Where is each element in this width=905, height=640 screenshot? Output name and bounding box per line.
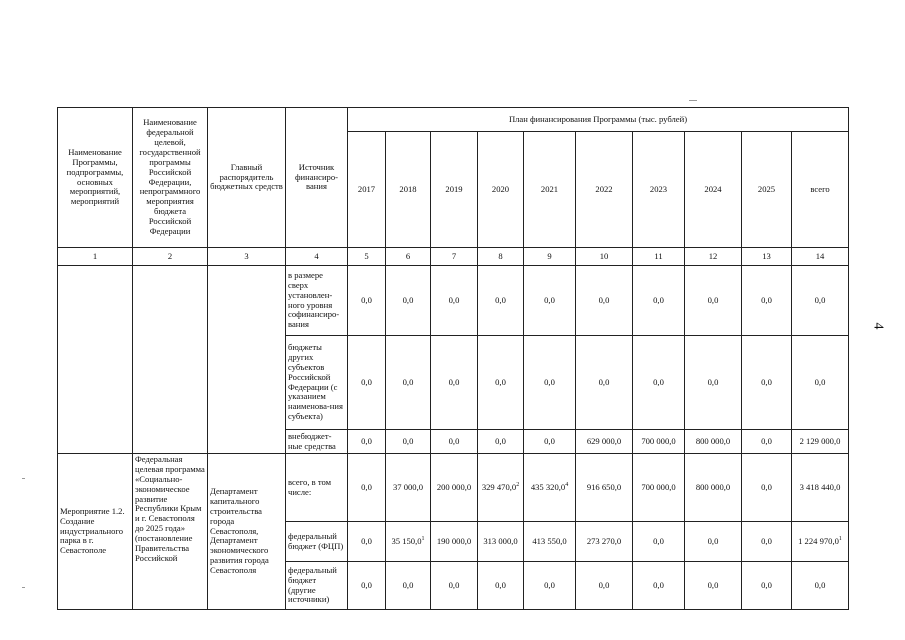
empty-cell — [133, 266, 208, 454]
footnote-marker: 1 — [421, 536, 425, 543]
value-cell: 0,0 — [685, 336, 742, 430]
header-year: 2024 — [685, 132, 742, 248]
value-cell: 0,0 — [685, 522, 742, 562]
header-federal-program: Наименование федеральной целевой, государственной программы Российской Федерации, непрограммного мероприятия бюджета Российской Федерации — [133, 108, 208, 248]
header-program-name: Наименование Программы, подпрограммы, основных мероприятий, мероприятий — [58, 108, 133, 248]
value-cell: 0,0 — [633, 562, 685, 610]
header-year: 2025 — [742, 132, 792, 248]
funding-source-cell: бюджеты других субъектов Российской Федерации (с указанием наименова-ния субъекта) — [286, 336, 348, 430]
value-cell: 435 320,0$^4$ — [524, 454, 576, 522]
value-cell: 0,0 — [386, 266, 431, 336]
column-number: 6 — [386, 248, 431, 266]
scan-mark — [22, 478, 25, 479]
column-number: 9 — [524, 248, 576, 266]
budget-manager-cell: Департамент капитального строительства города Севастополя, Департамент экономического развития города Севастополя — [208, 454, 286, 610]
value-cell: 0,0 — [633, 522, 685, 562]
financing-table-container — [57, 107, 848, 613]
value-cell: 3 418 440,0 — [792, 454, 849, 522]
value-cell: 273 270,0 — [576, 522, 633, 562]
page-number: 4 — [870, 322, 886, 330]
value-cell: 0,0 — [576, 562, 633, 610]
table-row — [58, 454, 849, 522]
footnote-marker: 2 — [516, 482, 520, 489]
header-year: 2023 — [633, 132, 685, 248]
value-cell: 0,0 — [348, 522, 386, 562]
value-cell: 2 129 000,0 — [792, 430, 849, 454]
value-cell: 629 000,0 — [576, 430, 633, 454]
value-cell: 0,0 — [742, 336, 792, 430]
value-cell: 0,0 — [524, 430, 576, 454]
value-cell: 0,0 — [348, 266, 386, 336]
value-cell: 0,0 — [431, 336, 478, 430]
header-year: всего — [792, 132, 849, 248]
value-cell: 329 470,0$^2$ — [478, 454, 524, 522]
value-cell: 0,0 — [478, 336, 524, 430]
value-cell: 0,0 — [742, 522, 792, 562]
value-cell: 0,0 — [348, 430, 386, 454]
column-number: 3 — [208, 248, 286, 266]
value-cell: 0,0 — [386, 430, 431, 454]
value-cell: 1 224 970,0$^1$ — [792, 522, 849, 562]
header-year: 2019 — [431, 132, 478, 248]
header-year: 2022 — [576, 132, 633, 248]
value-cell: 0,0 — [386, 562, 431, 610]
column-number: 7 — [431, 248, 478, 266]
value-cell: 916 650,0 — [576, 454, 633, 522]
funding-source-cell: внебюджет-ные средства — [286, 430, 348, 454]
value-cell: 700 000,0 — [633, 430, 685, 454]
value-cell: 800 000,0 — [685, 454, 742, 522]
funding-source-cell: в размере сверх установлен-ного уровня софинансиро-вания — [286, 266, 348, 336]
value-cell: 0,0 — [792, 336, 849, 430]
value-cell: 0,0 — [478, 266, 524, 336]
value-cell: 700 000,0 — [633, 454, 685, 522]
value-cell: 35 150,0$^1$ — [386, 522, 431, 562]
value-cell: 200 000,0 — [431, 454, 478, 522]
value-cell: 800 000,0 — [685, 430, 742, 454]
column-number: 14 — [792, 248, 849, 266]
measure-name-cell: Мероприятие 1.2. Создание индустриального парка в г. Севастополе — [58, 454, 133, 610]
value-cell: 0,0 — [478, 430, 524, 454]
value-cell: 0,0 — [478, 562, 524, 610]
funding-source-cell: федеральный бюджет (другие источники) — [286, 562, 348, 610]
value-cell: 0,0 — [685, 562, 742, 610]
value-cell: 0,0 — [386, 336, 431, 430]
value-cell: 0,0 — [742, 454, 792, 522]
header-year: 2021 — [524, 132, 576, 248]
value-cell: 0,0 — [742, 266, 792, 336]
value-cell: 413 550,0 — [524, 522, 576, 562]
header-year: 2017 — [348, 132, 386, 248]
footnote-marker: 1 — [838, 536, 842, 543]
empty-cell — [58, 266, 133, 454]
header-year: 2020 — [478, 132, 524, 248]
federal-program-cell: Федеральная целевая программа «Социально-экономическое развитие Республики Крым и г. Севастополя до 2025 года» (постановление Правительства Российской — [133, 454, 208, 610]
value-cell: 0,0 — [576, 336, 633, 430]
scan-mark — [689, 100, 697, 101]
financing-table — [57, 107, 849, 610]
funding-source-cell: всего, в том числе: — [286, 454, 348, 522]
value-cell: 0,0 — [633, 336, 685, 430]
column-number: 1 — [58, 248, 133, 266]
value-cell: 313 000,0 — [478, 522, 524, 562]
value-cell: 0,0 — [348, 562, 386, 610]
value-cell: 0,0 — [524, 562, 576, 610]
column-number: 8 — [478, 248, 524, 266]
column-number: 5 — [348, 248, 386, 266]
value-cell: 0,0 — [685, 266, 742, 336]
value-cell: 0,0 — [348, 454, 386, 522]
scan-mark — [22, 587, 25, 588]
value-cell: 0,0 — [576, 266, 633, 336]
header-year: 2018 — [386, 132, 431, 248]
column-number: 11 — [633, 248, 685, 266]
column-number: 13 — [742, 248, 792, 266]
footnote-marker: 4 — [565, 482, 569, 489]
header-funding-source: Источник финансиро-вания — [286, 108, 348, 248]
column-number: 4 — [286, 248, 348, 266]
value-cell: 0,0 — [524, 266, 576, 336]
value-cell: 0,0 — [524, 336, 576, 430]
value-cell: 0,0 — [742, 562, 792, 610]
table-row — [58, 266, 849, 336]
value-cell: 0,0 — [431, 266, 478, 336]
value-cell: 0,0 — [348, 336, 386, 430]
value-cell: 0,0 — [742, 430, 792, 454]
value-cell: 190 000,0 — [431, 522, 478, 562]
value-cell: 0,0 — [792, 266, 849, 336]
column-number: 2 — [133, 248, 208, 266]
empty-cell — [208, 266, 286, 454]
value-cell: 0,0 — [431, 430, 478, 454]
funding-source-cell: федеральный бюджет (ФЦП) — [286, 522, 348, 562]
value-cell: 0,0 — [792, 562, 849, 610]
header-financing-plan: План финансирования Программы (тыс. рублей) — [348, 108, 849, 132]
column-number: 12 — [685, 248, 742, 266]
column-number: 10 — [576, 248, 633, 266]
header-budget-manager: Главный распорядитель бюджетных средств — [208, 108, 286, 248]
value-cell: 37 000,0 — [386, 454, 431, 522]
value-cell: 0,0 — [431, 562, 478, 610]
value-cell: 0,0 — [633, 266, 685, 336]
